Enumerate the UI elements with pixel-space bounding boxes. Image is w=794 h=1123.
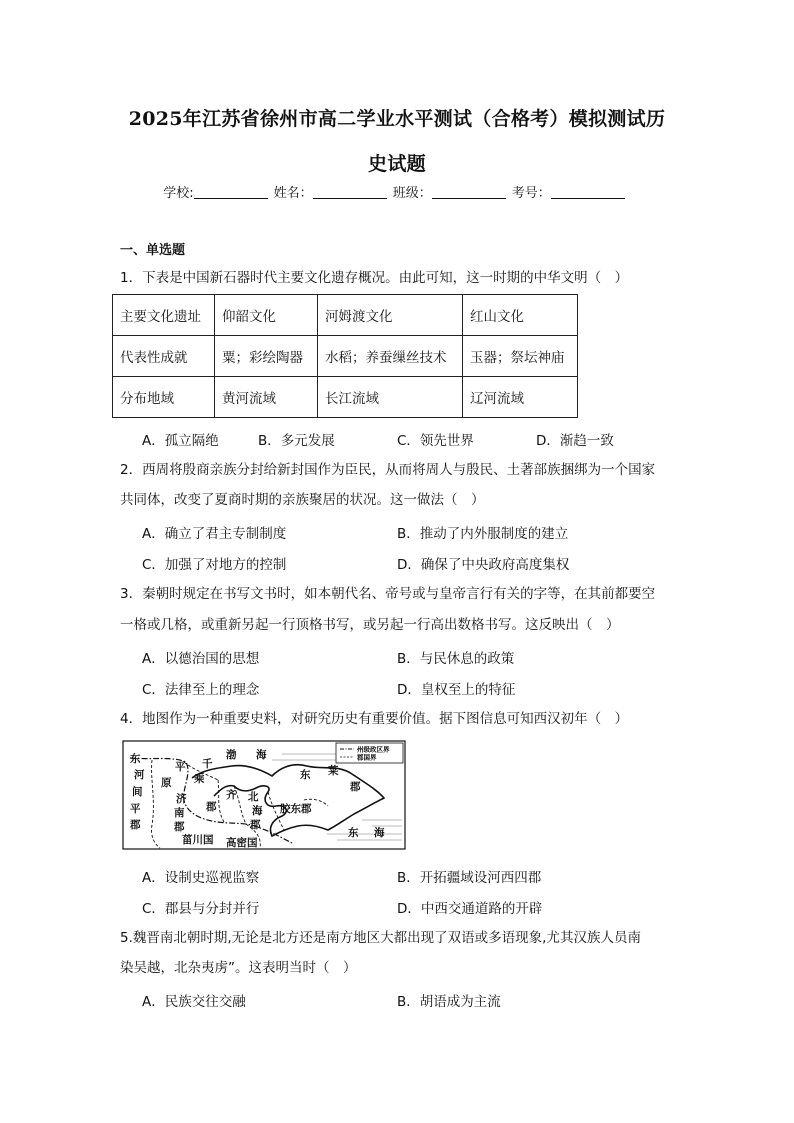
table-cell: 代表性成就 (113, 336, 215, 377)
map-label: 郡 (174, 821, 185, 833)
exam-no-blank (551, 186, 625, 199)
q5-option-b[interactable]: B．胡语成为主流 (397, 994, 501, 1010)
table-row (113, 336, 578, 377)
table-cell: 长江流域 (318, 377, 463, 418)
q5-stem-line1: 5.魏晋南北朝时期,无论是北方还是南方地区大都出现了双语或多语现象,尤其汉族人员南 (120, 930, 641, 946)
map-label: 平 (130, 803, 141, 815)
q2-option-c[interactable]: C．加强了对地方的控制 (142, 557, 287, 573)
name-blank (313, 186, 387, 199)
school-label: 学校: (163, 186, 194, 201)
q3-option-b[interactable]: B．与民休息的政策 (397, 651, 515, 667)
page-title-line2: 史试题 (368, 153, 426, 175)
map-label: 南 (174, 807, 185, 819)
q3-option-d[interactable]: D．皇权至上的特征 (397, 682, 516, 698)
class-label: 班级： (392, 186, 432, 201)
map-label: 间 (132, 786, 143, 798)
map-label: 平 (175, 761, 186, 773)
table-row (113, 377, 578, 418)
q2-stem-line2: 共同体，改变了夏商时期的亲族聚居的状况。这一做法（ ） (120, 492, 485, 508)
map-label: 渤 (226, 749, 237, 761)
q5-option-a[interactable]: A．民族交往交融 (142, 994, 246, 1010)
map-label: 千 (202, 758, 213, 770)
q2-option-d[interactable]: D．确保了中央政府高度集权 (397, 557, 570, 573)
q1-option-c[interactable]: C．领先世界 (397, 433, 474, 449)
map-label: 北 (248, 791, 259, 803)
table-cell: 红山文化 (463, 295, 578, 336)
map-label: 海 (256, 749, 267, 761)
map-label: 东 (348, 827, 359, 839)
map-label: 济 (176, 793, 187, 805)
table-cell: 分布地域 (113, 377, 215, 418)
q1-option-a[interactable]: A．孤立隔绝 (142, 433, 219, 449)
table-row (113, 295, 578, 336)
section-heading: 一、单选题 (120, 243, 186, 258)
exam-no-label: 考号： (511, 186, 551, 201)
map-label: 高密国 (226, 837, 258, 849)
q2-option-a[interactable]: A．确立了君主专制制度 (142, 526, 287, 542)
student-info-row (0, 182, 794, 201)
legend-province-label: 州级政区界 (357, 745, 390, 754)
q4-option-c[interactable]: C．郡县与分封并行 (142, 901, 260, 917)
class-blank (432, 186, 506, 199)
table-cell: 黄河流域 (215, 377, 318, 418)
map-label: 莱 (328, 765, 339, 777)
page-title-line1: 2025年江苏省徐州市高二学业水平测试（合格考）模拟测试历 (128, 108, 666, 130)
table-cell: 河姆渡文化 (318, 295, 463, 336)
q2-option-b[interactable]: B．推动了内外服制度的建立 (397, 526, 569, 542)
q3-option-c[interactable]: C．法律至上的理念 (142, 682, 260, 698)
map-label: 郡 (206, 801, 217, 813)
map-label: 齐 (226, 789, 237, 801)
q1-stem: 1．下表是中国新石器时代主要文化遗存概况。由此可知，这一时期的中华文明（ ） (120, 270, 629, 286)
table-cell: 仰韶文化 (215, 295, 318, 336)
map-label: 东 (300, 769, 311, 781)
table-cell: 粟；彩绘陶器 (215, 336, 318, 377)
q3-stem-line1: 3．秦朝时规定在书写文书时，如本朝代名、帝号或与皇帝言行有关的字等，在其前都要空 (120, 586, 656, 602)
map-label: 河 (134, 769, 145, 781)
map-label: 海 (374, 827, 385, 839)
western-han-map (122, 740, 406, 850)
q4-option-b[interactable]: B．开拓疆域设河西四郡 (397, 870, 542, 886)
legend-commandery-label: 郡国界 (357, 753, 377, 762)
school-blank (194, 186, 268, 199)
map-label: 原 (161, 777, 172, 789)
q1-option-b[interactable]: B．多元发展 (258, 433, 335, 449)
q5-stem-line2: 染吴越，北杂夷虏”。这表明当时（ ） (120, 960, 357, 976)
table-cell: 主要文化遗址 (113, 295, 215, 336)
q3-stem-line2: 一格或几格，或重新另起一行顶格书写，或另起一行高出数格书写。这反映出（ ） (120, 617, 620, 633)
table-cell: 辽河流域 (463, 377, 578, 418)
name-label: 姓名： (273, 186, 313, 201)
map-label: 郡 (130, 819, 141, 831)
map-label: 胶东郡 (280, 803, 312, 815)
map-label: 海 (252, 805, 263, 817)
q1-option-d[interactable]: D．渐趋一致 (536, 433, 614, 449)
table-cell: 玉器；祭坛神庙 (463, 336, 578, 377)
map-label: 菑川国 (182, 834, 214, 846)
map-label: 乘 (194, 773, 205, 785)
q1-table (112, 294, 578, 418)
q2-stem-line1: 2．西周将殷商亲族分封给新封国作为臣民，从而将周人与殷民、土著部族捆绑为一个国家 (120, 462, 656, 478)
map-label: 东 (130, 753, 141, 765)
table-cell: 水稻；养蚕缫丝技术 (318, 336, 463, 377)
map-label: 郡 (250, 819, 261, 831)
q4-stem: 4．地图作为一种重要史料，对研究历史有重要价值。据下图信息可知西汉初年（ ） (120, 711, 629, 727)
map-label: 郡 (350, 781, 361, 793)
q4-option-d[interactable]: D．中西交通道路的开辟 (397, 901, 543, 917)
q4-option-a[interactable]: A．设制史巡视监察 (142, 870, 260, 886)
q3-option-a[interactable]: A．以德治国的思想 (142, 651, 260, 667)
